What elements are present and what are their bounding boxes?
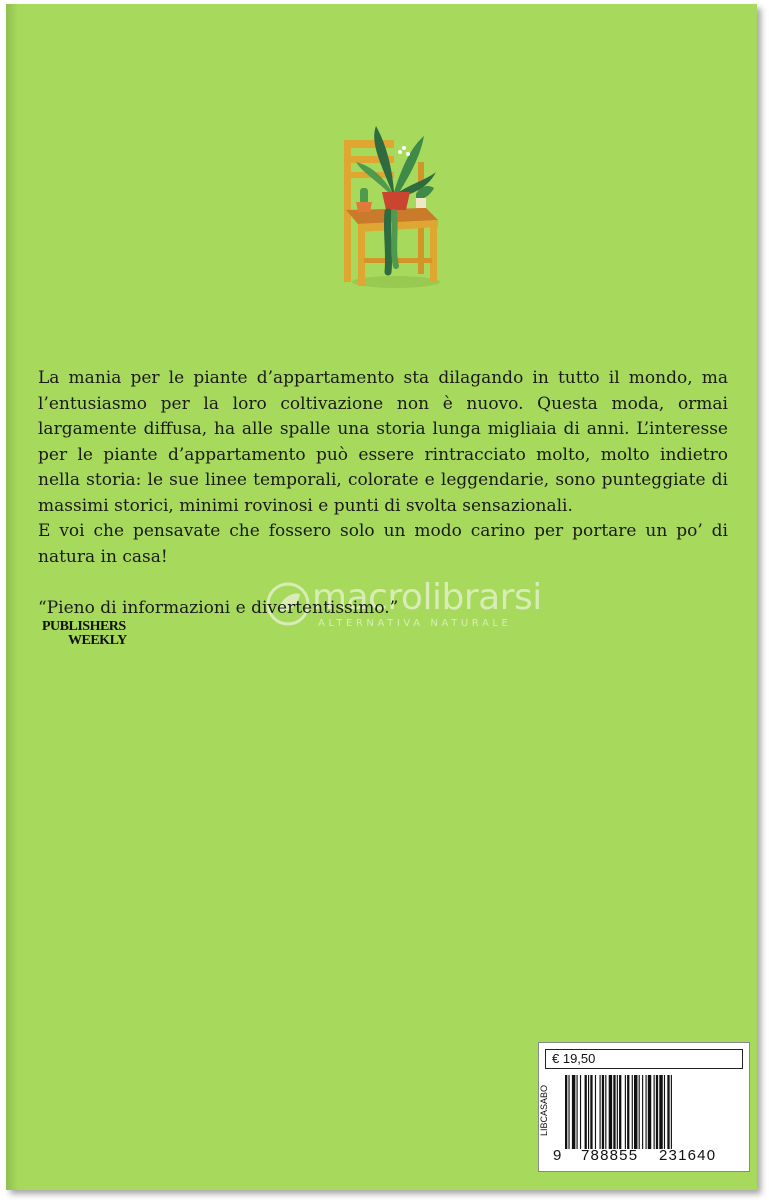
- spine-shadow: [6, 4, 18, 1190]
- barcode-bar: [659, 1075, 662, 1149]
- barcode-bar: [646, 1075, 647, 1149]
- barcode-bar: [642, 1075, 643, 1149]
- blurb-paragraph-2: E voi che pensavate che fossero solo un modo carino per portare un po’ di natura in casa!: [38, 521, 728, 567]
- barcode-bar: [625, 1075, 626, 1149]
- chair-with-houseplants-icon: [330, 122, 450, 292]
- barcode-bar: [572, 1075, 575, 1149]
- back-cover-blurb: [38, 366, 728, 570]
- barcode-bar: [632, 1075, 633, 1149]
- publishers-weekly-logo: [42, 620, 152, 648]
- barcode-bar: [602, 1075, 604, 1149]
- isbn-group-1: 788855: [581, 1147, 639, 1164]
- barcode-bar: [627, 1075, 629, 1149]
- quote-source-line-1: PUBLISHERS: [42, 619, 126, 634]
- barcode-bar: [639, 1075, 640, 1149]
- price: € 19,50: [552, 1051, 596, 1066]
- barcode-bar: [656, 1075, 658, 1149]
- barcode-bar: [590, 1075, 592, 1149]
- barcode-bar: [605, 1075, 606, 1149]
- review-quote: “Pieno di informazioni e divertentissimo.”: [38, 598, 399, 618]
- book-back-cover: [6, 4, 757, 1190]
- product-code: LIBCASABO: [539, 1084, 549, 1136]
- barcode-bar: [595, 1075, 596, 1149]
- blurb-paragraph-1: La mania per le piante d’appartamento sta dilagando in tutto il mondo, ma l’entusiasmo per la loro coltivazione non è nuovo. Questa moda, ormai largamente diffusa, ha alle spalle una storia lunga migliaia di anni. L’interesse per le piante d’appartamento può essere rintracciato molto, molto indietro nella storia: le sue linee temporali, colorate e leggendarie, sono punteggiate di massimi storici, minimi rovinosi e punti di svolta sensazionali.: [38, 368, 728, 516]
- barcode-bars: [565, 1075, 741, 1149]
- barcode-bar: [600, 1075, 601, 1149]
- barcode-bar: [580, 1075, 581, 1149]
- barcode-bar: [671, 1075, 672, 1149]
- price-box: [545, 1049, 743, 1069]
- barcode-bar: [648, 1075, 651, 1149]
- barcode-bar: [619, 1075, 621, 1149]
- barcode-bar: [565, 1075, 567, 1149]
- barcode-label: [538, 1042, 750, 1172]
- barcode-bar: [664, 1075, 665, 1149]
- barcode-bar: [654, 1075, 655, 1149]
- quote-source-line-2: WEEKLY: [68, 633, 127, 648]
- barcode-bar: [588, 1075, 589, 1149]
- watermark-name: macrolibrarsi: [312, 577, 542, 618]
- barcode-bar: [617, 1075, 618, 1149]
- watermark-tagline: ALTERNATIVA NATURALE: [318, 618, 512, 629]
- isbn-group-2: 231640: [659, 1147, 717, 1164]
- barcode-bar: [634, 1075, 637, 1149]
- barcode-bar: [585, 1075, 587, 1149]
- isbn-first-digit: 9: [553, 1147, 563, 1164]
- barcode-bar: [577, 1075, 578, 1149]
- barcode-bar: [667, 1075, 669, 1149]
- barcode-bar: [613, 1075, 615, 1149]
- barcode-bar: [568, 1075, 569, 1149]
- barcode-bar: [609, 1075, 612, 1149]
